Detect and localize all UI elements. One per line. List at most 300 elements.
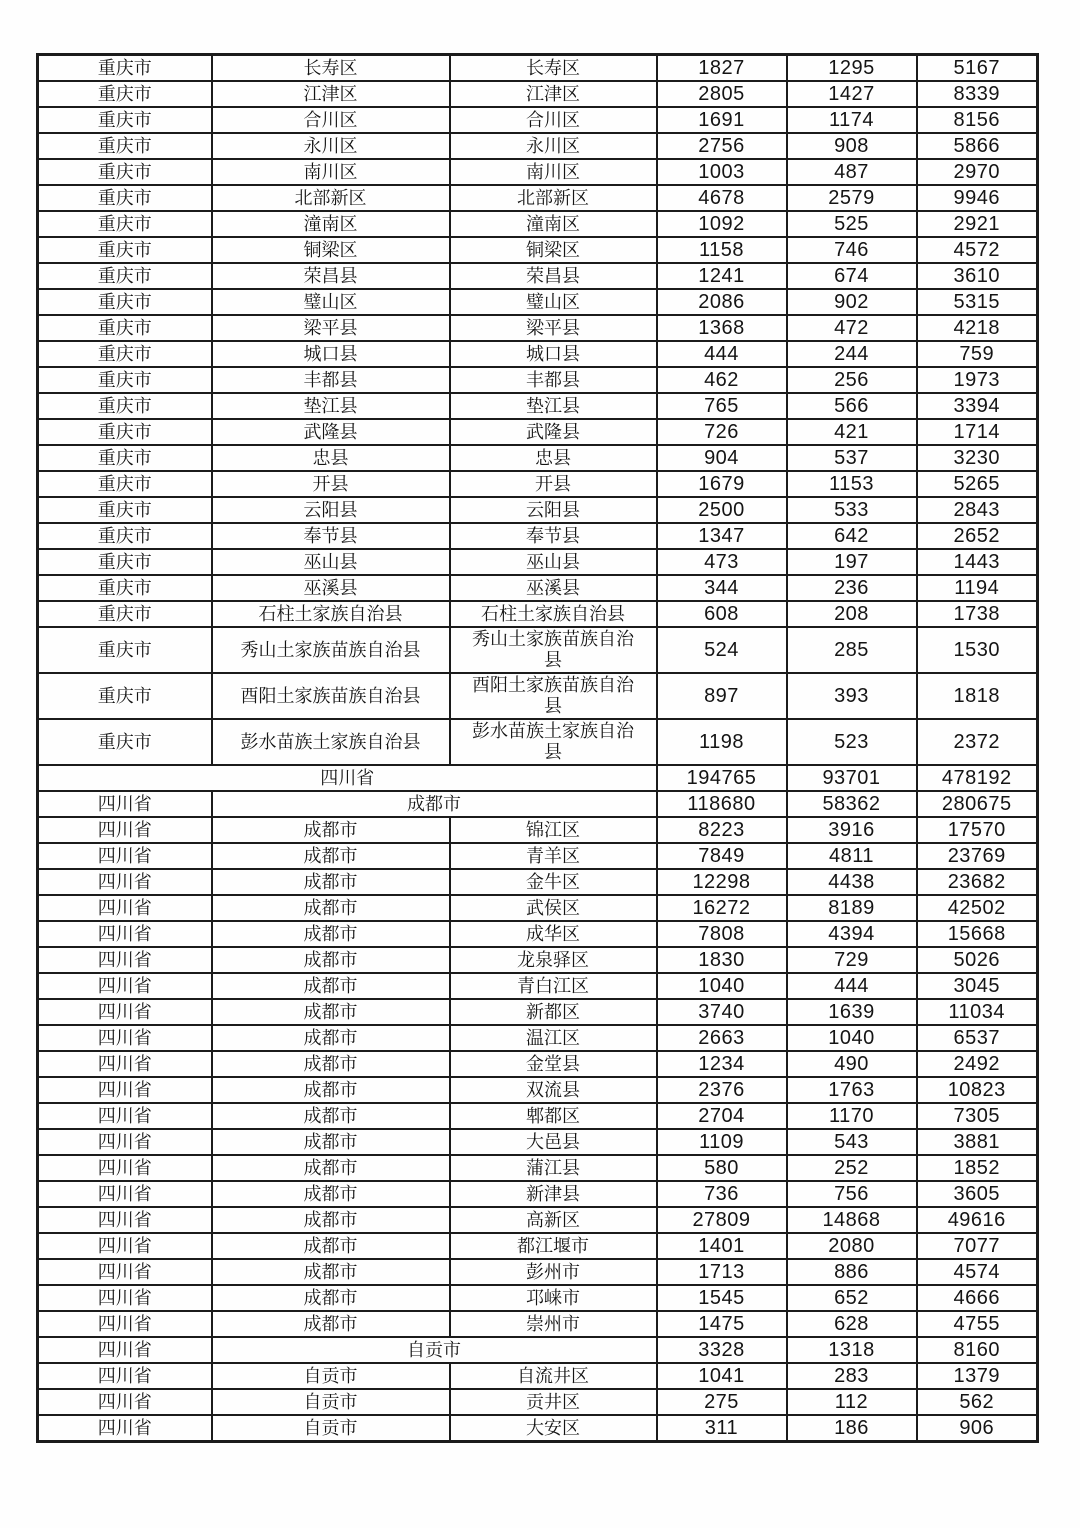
cell-value-2: 3916: [787, 817, 917, 843]
cell-province: 四川省: [38, 1415, 212, 1442]
table-row: [38, 1077, 1038, 1103]
cell-province: 四川省: [38, 1311, 212, 1337]
cell-value-3: 1379: [917, 1363, 1038, 1389]
cell-value-2: 523: [787, 719, 917, 765]
cell-value-1: 311: [657, 1415, 787, 1442]
cell-city: 成都市: [212, 1155, 450, 1181]
cell-district: 温江区: [450, 1025, 657, 1051]
cell-province: 重庆市: [38, 263, 212, 289]
cell-value-1: 1713: [657, 1259, 787, 1285]
cell-value-2: 244: [787, 341, 917, 367]
cell-value-1: 726: [657, 419, 787, 445]
cell-city: 成都市: [212, 1311, 450, 1337]
cell-province: 重庆市: [38, 315, 212, 341]
cell-district: 双流县: [450, 1077, 657, 1103]
table-row: [38, 765, 1038, 791]
cell-city: 成都市: [212, 843, 450, 869]
cell-value-3: 5866: [917, 133, 1038, 159]
cell-city: 北部新区: [212, 185, 450, 211]
cell-district: 荣昌县: [450, 263, 657, 289]
cell-district: 金堂县: [450, 1051, 657, 1077]
cell-value-3: 906: [917, 1415, 1038, 1442]
cell-value-1: 444: [657, 341, 787, 367]
cell-city: 石柱土家族自治县: [212, 601, 450, 627]
table-row: [38, 81, 1038, 107]
cell-value-1: 736: [657, 1181, 787, 1207]
table-row: [38, 1415, 1038, 1442]
cell-district: 忠县: [450, 445, 657, 471]
cell-district: [450, 673, 657, 719]
table-row: [38, 1103, 1038, 1129]
cell-district: 郫都区: [450, 1103, 657, 1129]
cell-district: 都江堰市: [450, 1233, 657, 1259]
cell-value-2: 1427: [787, 81, 917, 107]
cell-city: 成都市: [212, 1181, 450, 1207]
cell-value-2: 566: [787, 393, 917, 419]
cell-value-2: 908: [787, 133, 917, 159]
table-row: [38, 107, 1038, 133]
cell-value-2: 112: [787, 1389, 917, 1415]
cell-district: 武侯区: [450, 895, 657, 921]
cell-district: 北部新区: [450, 185, 657, 211]
table-row: [38, 1389, 1038, 1415]
cell-province: 四川省: [38, 1077, 212, 1103]
cell-province: 重庆市: [38, 185, 212, 211]
cell-value-3: 1530: [917, 627, 1038, 673]
cell-city-total: 成都市: [212, 791, 657, 817]
table-row: [38, 1181, 1038, 1207]
cell-province: 重庆市: [38, 523, 212, 549]
cell-value-3: 8160: [917, 1337, 1038, 1363]
cell-value-3: 280675: [917, 791, 1038, 817]
cell-district: 成华区: [450, 921, 657, 947]
cell-city: 成都市: [212, 921, 450, 947]
cell-province: 四川省: [38, 1207, 212, 1233]
cell-value-2: 1318: [787, 1337, 917, 1363]
cell-district: 巫溪县: [450, 575, 657, 601]
cell-province: 重庆市: [38, 133, 212, 159]
cell-value-1: 1040: [657, 973, 787, 999]
cell-value-1: 904: [657, 445, 787, 471]
cell-province: 重庆市: [38, 549, 212, 575]
cell-city: 成都市: [212, 1259, 450, 1285]
cell-province: 重庆市: [38, 445, 212, 471]
cell-value-3: 1738: [917, 601, 1038, 627]
cell-value-2: 93701: [787, 765, 917, 791]
cell-district: [450, 627, 657, 673]
table-row: [38, 673, 1038, 719]
cell-value-2: 421: [787, 419, 917, 445]
cell-value-2: 729: [787, 947, 917, 973]
cell-district: 彭州市: [450, 1259, 657, 1285]
cell-province: 四川省: [38, 1181, 212, 1207]
cell-value-1: 1827: [657, 55, 787, 82]
cell-city: 江津区: [212, 81, 450, 107]
table-body: [38, 55, 1038, 1442]
cell-value-3: 478192: [917, 765, 1038, 791]
cell-value-2: 1040: [787, 1025, 917, 1051]
cell-value-1: 3328: [657, 1337, 787, 1363]
cell-value-2: 1639: [787, 999, 917, 1025]
cell-value-2: 283: [787, 1363, 917, 1389]
cell-district: 石柱土家族自治县: [450, 601, 657, 627]
cell-city-total: 自贡市: [212, 1337, 657, 1363]
cell-value-2: 208: [787, 601, 917, 627]
cell-value-1: 4678: [657, 185, 787, 211]
cell-province: 四川省: [38, 947, 212, 973]
cell-value-2: 533: [787, 497, 917, 523]
table-row: [38, 159, 1038, 185]
cell-value-1: 1092: [657, 211, 787, 237]
cell-value-2: 1170: [787, 1103, 917, 1129]
cell-city: 梁平县: [212, 315, 450, 341]
cell-district: 江津区: [450, 81, 657, 107]
cell-value-3: 1973: [917, 367, 1038, 393]
cell-province: 重庆市: [38, 601, 212, 627]
cell-value-1: 1679: [657, 471, 787, 497]
cell-province: 重庆市: [38, 627, 212, 673]
table-row: [38, 719, 1038, 765]
cell-value-1: 1198: [657, 719, 787, 765]
table-row: [38, 791, 1038, 817]
cell-value-1: 1041: [657, 1363, 787, 1389]
cell-value-2: 197: [787, 549, 917, 575]
cell-value-1: 2663: [657, 1025, 787, 1051]
cell-value-2: 236: [787, 575, 917, 601]
cell-value-3: 2921: [917, 211, 1038, 237]
cell-district: 新津县: [450, 1181, 657, 1207]
cell-value-2: 8189: [787, 895, 917, 921]
table-row: [38, 237, 1038, 263]
table-row: [38, 1363, 1038, 1389]
cell-district: 大邑县: [450, 1129, 657, 1155]
table-row: [38, 133, 1038, 159]
cell-value-3: 23682: [917, 869, 1038, 895]
cell-value-1: 524: [657, 627, 787, 673]
table-row: [38, 627, 1038, 673]
cell-value-3: 6537: [917, 1025, 1038, 1051]
cell-city: 成都市: [212, 1103, 450, 1129]
cell-value-2: 746: [787, 237, 917, 263]
cell-province: 重庆市: [38, 55, 212, 82]
cell-value-2: 4394: [787, 921, 917, 947]
cell-value-2: 628: [787, 1311, 917, 1337]
cell-value-1: 1003: [657, 159, 787, 185]
cell-city: 璧山区: [212, 289, 450, 315]
table-row: [38, 1259, 1038, 1285]
cell-city: 武隆县: [212, 419, 450, 445]
cell-city: 成都市: [212, 1207, 450, 1233]
cell-value-2: 2080: [787, 1233, 917, 1259]
cell-district: 永川区: [450, 133, 657, 159]
cell-value-3: 4574: [917, 1259, 1038, 1285]
cell-city: 成都市: [212, 1285, 450, 1311]
cell-city: 成都市: [212, 999, 450, 1025]
cell-value-3: 8156: [917, 107, 1038, 133]
cell-value-2: 252: [787, 1155, 917, 1181]
cell-value-3: 8339: [917, 81, 1038, 107]
cell-value-1: 1830: [657, 947, 787, 973]
cell-value-2: 444: [787, 973, 917, 999]
table-row: [38, 999, 1038, 1025]
cell-city: 南川区: [212, 159, 450, 185]
cell-value-1: 16272: [657, 895, 787, 921]
table-row: [38, 601, 1038, 627]
cell-city: 丰都县: [212, 367, 450, 393]
table-row: [38, 341, 1038, 367]
table-row: [38, 1129, 1038, 1155]
cell-province: 四川省: [38, 1389, 212, 1415]
cell-city: 忠县: [212, 445, 450, 471]
cell-province: 重庆市: [38, 237, 212, 263]
cell-city: 成都市: [212, 947, 450, 973]
cell-province: 四川省: [38, 817, 212, 843]
cell-district: 梁平县: [450, 315, 657, 341]
cell-value-3: 3605: [917, 1181, 1038, 1207]
cell-value-3: 1852: [917, 1155, 1038, 1181]
cell-value-2: 490: [787, 1051, 917, 1077]
cell-city: 成都市: [212, 973, 450, 999]
table-row: [38, 419, 1038, 445]
cell-district: 长寿区: [450, 55, 657, 82]
cell-city: 成都市: [212, 1077, 450, 1103]
cell-district: 垫江县: [450, 393, 657, 419]
cell-value-1: 2805: [657, 81, 787, 107]
cell-province: 重庆市: [38, 497, 212, 523]
table-row: [38, 575, 1038, 601]
cell-value-2: 2579: [787, 185, 917, 211]
table-row: [38, 843, 1038, 869]
cell-district: 大安区: [450, 1415, 657, 1442]
cell-value-1: 765: [657, 393, 787, 419]
cell-value-1: 1241: [657, 263, 787, 289]
cell-value-2: 472: [787, 315, 917, 341]
cell-city: 自贡市: [212, 1363, 450, 1389]
cell-value-1: 27809: [657, 1207, 787, 1233]
cell-value-3: 1443: [917, 549, 1038, 575]
cell-value-1: 12298: [657, 869, 787, 895]
cell-value-3: 2652: [917, 523, 1038, 549]
district-label: 酉阳土家族苗族自治县: [472, 675, 634, 716]
cell-value-2: 1153: [787, 471, 917, 497]
cell-province: 四川省: [38, 1337, 212, 1363]
cell-city: 自贡市: [212, 1389, 450, 1415]
cell-value-3: 2970: [917, 159, 1038, 185]
cell-value-3: 1818: [917, 673, 1038, 719]
cell-district: 青白江区: [450, 973, 657, 999]
table-row: [38, 1233, 1038, 1259]
cell-city: 永川区: [212, 133, 450, 159]
cell-value-1: 2086: [657, 289, 787, 315]
cell-district: 丰都县: [450, 367, 657, 393]
cell-value-2: 4438: [787, 869, 917, 895]
cell-province: 四川省: [38, 1233, 212, 1259]
cell-value-1: 344: [657, 575, 787, 601]
cell-city: 彭水苗族土家族自治县: [212, 719, 450, 765]
table-row: [38, 497, 1038, 523]
cell-value-2: 1295: [787, 55, 917, 82]
cell-value-1: 8223: [657, 817, 787, 843]
cell-city: 巫溪县: [212, 575, 450, 601]
cell-value-2: 285: [787, 627, 917, 673]
cell-district: 云阳县: [450, 497, 657, 523]
cell-value-3: 5265: [917, 471, 1038, 497]
cell-city: 荣昌县: [212, 263, 450, 289]
table-row: [38, 471, 1038, 497]
table-row: [38, 367, 1038, 393]
cell-value-2: 58362: [787, 791, 917, 817]
cell-value-2: 652: [787, 1285, 917, 1311]
cell-city: 成都市: [212, 817, 450, 843]
cell-province: 重庆市: [38, 367, 212, 393]
cell-city: 城口县: [212, 341, 450, 367]
cell-province: 四川省: [38, 1259, 212, 1285]
table-row: [38, 1207, 1038, 1233]
cell-city: 秀山土家族苗族自治县: [212, 627, 450, 673]
cell-province: 四川省: [38, 1025, 212, 1051]
cell-city: 成都市: [212, 869, 450, 895]
cell-value-1: 2756: [657, 133, 787, 159]
cell-value-2: 487: [787, 159, 917, 185]
cell-value-1: 1545: [657, 1285, 787, 1311]
cell-value-3: 17570: [917, 817, 1038, 843]
table-row: [38, 55, 1038, 82]
table-row: [38, 315, 1038, 341]
table-row: [38, 1285, 1038, 1311]
cell-value-2: 886: [787, 1259, 917, 1285]
table-row: [38, 921, 1038, 947]
cell-value-3: 3045: [917, 973, 1038, 999]
cell-province: 重庆市: [38, 289, 212, 315]
cell-province: 重庆市: [38, 419, 212, 445]
cell-district: 璧山区: [450, 289, 657, 315]
cell-province: 四川省: [38, 869, 212, 895]
cell-value-3: 759: [917, 341, 1038, 367]
cell-province: 四川省: [38, 1285, 212, 1311]
cell-city: 奉节县: [212, 523, 450, 549]
cell-province: 四川省: [38, 1129, 212, 1155]
cell-value-3: 5026: [917, 947, 1038, 973]
cell-value-1: 1234: [657, 1051, 787, 1077]
cell-value-3: 3881: [917, 1129, 1038, 1155]
cell-district: 锦江区: [450, 817, 657, 843]
cell-city: 潼南区: [212, 211, 450, 237]
cell-district: 高新区: [450, 1207, 657, 1233]
table-row: [38, 947, 1038, 973]
cell-value-1: 1401: [657, 1233, 787, 1259]
cell-value-2: 393: [787, 673, 917, 719]
cell-value-3: 2372: [917, 719, 1038, 765]
cell-province: 四川省: [38, 843, 212, 869]
table-row: [38, 1025, 1038, 1051]
table-row: [38, 211, 1038, 237]
cell-city: 成都市: [212, 895, 450, 921]
cell-district: 金牛区: [450, 869, 657, 895]
table-row: [38, 263, 1038, 289]
cell-city: 酉阳土家族苗族自治县: [212, 673, 450, 719]
cell-value-2: 543: [787, 1129, 917, 1155]
table-row: [38, 523, 1038, 549]
cell-district: 武隆县: [450, 419, 657, 445]
cell-value-1: 2704: [657, 1103, 787, 1129]
cell-value-2: 756: [787, 1181, 917, 1207]
cell-value-1: 580: [657, 1155, 787, 1181]
region-statistics-table: [36, 53, 1039, 1443]
cell-value-1: 473: [657, 549, 787, 575]
cell-value-3: 3610: [917, 263, 1038, 289]
cell-value-2: 256: [787, 367, 917, 393]
cell-province: 四川省: [38, 921, 212, 947]
table-row: [38, 1051, 1038, 1077]
district-label: 秀山土家族苗族自治县: [472, 629, 634, 670]
cell-value-2: 642: [787, 523, 917, 549]
cell-province: 重庆市: [38, 107, 212, 133]
cell-province: 四川省: [38, 1363, 212, 1389]
cell-city: 自贡市: [212, 1415, 450, 1442]
cell-city: 开县: [212, 471, 450, 497]
cell-value-3: 4755: [917, 1311, 1038, 1337]
cell-value-1: 2500: [657, 497, 787, 523]
district-label: 彭水苗族土家族自治县: [472, 721, 634, 762]
cell-city: 成都市: [212, 1129, 450, 1155]
table-row: [38, 185, 1038, 211]
cell-value-3: 1714: [917, 419, 1038, 445]
cell-value-3: 23769: [917, 843, 1038, 869]
cell-district: 潼南区: [450, 211, 657, 237]
cell-district: 城口县: [450, 341, 657, 367]
cell-value-1: 1109: [657, 1129, 787, 1155]
cell-value-2: 4811: [787, 843, 917, 869]
cell-district: 青羊区: [450, 843, 657, 869]
cell-district: 蒲江县: [450, 1155, 657, 1181]
table-row: [38, 1155, 1038, 1181]
cell-province: 重庆市: [38, 673, 212, 719]
cell-value-3: 562: [917, 1389, 1038, 1415]
cell-district: 新都区: [450, 999, 657, 1025]
cell-value-1: 2376: [657, 1077, 787, 1103]
cell-value-1: 1347: [657, 523, 787, 549]
cell-value-1: 1475: [657, 1311, 787, 1337]
cell-value-3: 49616: [917, 1207, 1038, 1233]
cell-value-3: 2492: [917, 1051, 1038, 1077]
cell-district: 自流井区: [450, 1363, 657, 1389]
cell-district: 巫山县: [450, 549, 657, 575]
cell-value-2: 902: [787, 289, 917, 315]
table-row: [38, 289, 1038, 315]
cell-province: 重庆市: [38, 471, 212, 497]
cell-value-2: 525: [787, 211, 917, 237]
cell-value-2: 1763: [787, 1077, 917, 1103]
cell-city: 成都市: [212, 1025, 450, 1051]
cell-value-3: 11034: [917, 999, 1038, 1025]
cell-value-2: 537: [787, 445, 917, 471]
cell-value-3: 5315: [917, 289, 1038, 315]
cell-value-2: 1174: [787, 107, 917, 133]
cell-value-1: 608: [657, 601, 787, 627]
cell-value-1: 7808: [657, 921, 787, 947]
cell-province: 重庆市: [38, 159, 212, 185]
cell-value-3: 42502: [917, 895, 1038, 921]
cell-value-2: 14868: [787, 1207, 917, 1233]
cell-value-3: 15668: [917, 921, 1038, 947]
cell-value-3: 7305: [917, 1103, 1038, 1129]
cell-province: 重庆市: [38, 719, 212, 765]
cell-value-3: 3394: [917, 393, 1038, 419]
cell-value-1: 462: [657, 367, 787, 393]
cell-district: 南川区: [450, 159, 657, 185]
cell-province: 重庆市: [38, 211, 212, 237]
cell-province: 四川省: [38, 895, 212, 921]
